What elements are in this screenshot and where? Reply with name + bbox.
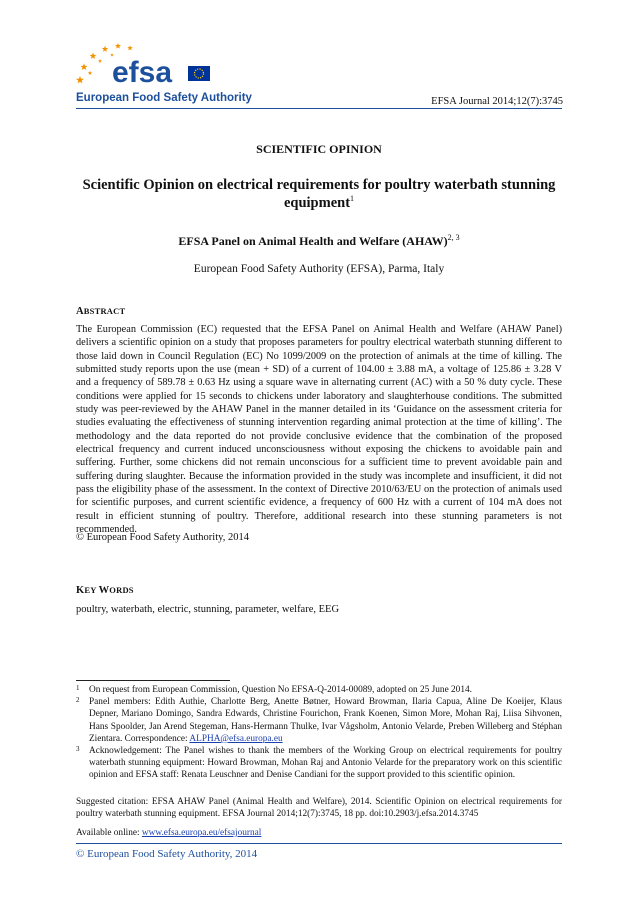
abstract-body: The European Commission (EC) requested that the EFSA Panel on Animal Health and Welfare (AHAW Panel) delivers a scientific opinion on a study that proposes parameters for poultry electrical waterbath stunning different to those laid down in Council Regulation (EC) No 1099/2009 on the protection of animals at the time of killing. The submitted study reports upon the use (mean + SD) of a current of 104.00 ± 3.88 mA, a voltage of 125.86 ± 3.28 V and a frequency of 589.78 ± 0.63 Hz using a square wave in alternating current (AC) with a 50 % duty cycle. These conditions were applied for 15 seconds to chickens under laboratory and slaughterhouse conditions. The submitted study was peer-reviewed by the AHAW Panel in the manner detailed in its ‘Guidance on the assessment criteria for studies evaluating the effectiveness of stunning intervention regarding animal protection at the time of killing’. The methodology and the data reported do not provide conclusive evidence that the combination of the proposed electrical frequency and current induced unconsciousness without exposing the chickens to avoidable pain and suffering. Further, some chickens did not remain unconscious for a sufficient time to prevent avoidable pain and suffering during slaughter. Because the information provided in the study was incomplete and insufficient, it did not pass the eligibility phase of the assessment. In the context of Directive 2010/63/EU on the protection of animals used for scientific purposes, and current scientific evidence, a frequency of 600 Hz with a current of 104 mA does not result in efficient stunning of poultry. Therefore, additional research into these stunning parameters is not recommended. xyxy=(76,324,562,536)
document-title xyxy=(76,176,562,212)
authority-affiliation: European Food Safety Authority (EFSA), Parma, Italy xyxy=(193,263,445,275)
header-divider xyxy=(76,108,562,109)
abstract-heading-rest: BSTRACT xyxy=(83,306,126,316)
panel-name xyxy=(76,234,562,249)
logo-subtitle: European Food Safety Authority xyxy=(76,92,252,104)
footnote-number: 3 xyxy=(76,745,80,754)
abstract-copyright: © European Food Safety Authority, 2014 xyxy=(76,532,249,543)
keywords-heading-ey: EY xyxy=(84,585,99,595)
panel-text: EFSA Panel on Animal Health and Welfare (AHAW) xyxy=(178,234,448,248)
footnote-number: 1 xyxy=(76,684,80,692)
available-label: Available online: xyxy=(76,828,142,838)
available-online xyxy=(76,828,261,838)
correspondence-email-link[interactable]: ALPHA@efsa.europa.eu xyxy=(189,733,283,744)
footnote-1 xyxy=(76,684,562,696)
title-footnote-marker: 1 xyxy=(350,194,355,204)
footnote-text: On request from European Commission, Question No EFSA-Q-2014-00089, adopted on 25 June 2014. xyxy=(89,685,472,695)
footnote-text: Panel members: Edith Authie, Charlotte Berg, Anette Bøtner, Howard Browman, Ilaria Capua, Aline De Koeijer, Klaus Depner, Mariano Domingo, Sandra Edwards, Christine Fourichon, Frank Koenen, Simon More, Mohan Raj, Liisa Sihvonen, Hans Spoolder, Jan Arend Stegeman, Hans-Hermann Thulke, Ivar Vågsholm, Antonio Velarde, Preben Willeberg and Stéphan Zientara. Correspondence: xyxy=(89,697,562,744)
keywords-list: poultry, waterbath, electric, stunning, parameter, welfare, EEG xyxy=(76,604,340,615)
logo-wordmark: efsa xyxy=(112,56,173,89)
footnote-number: 2 xyxy=(76,696,80,705)
footnote-2 xyxy=(76,696,562,745)
footnote-text: Acknowledgement: The Panel wishes to thank the members of the Working Group on electrical requirements for poultry waterbath stunning equipment: Howard Browman, Mohan Raj and Antonio Velarde for the preparatory work on this scientific opinion and EFSA staff: Renata Leuschner and Denise Candiani for the support provided to this scientific opinion. xyxy=(89,746,562,781)
journal-url-link[interactable]: www.efsa.europa.eu/efsajournal xyxy=(141,828,262,838)
keywords-heading-w: W xyxy=(98,585,110,596)
footnote-separator xyxy=(76,680,230,681)
footnotes xyxy=(76,684,562,782)
journal-reference: EFSA Journal 2014;12(7):3745 xyxy=(431,96,563,107)
footnote-3 xyxy=(76,745,562,782)
keywords-heading-k: K xyxy=(76,585,85,596)
abstract-heading-initial: A xyxy=(76,306,84,317)
panel-footnote-marker: 2, 3 xyxy=(447,233,460,242)
keywords-heading xyxy=(76,585,134,596)
abstract-heading xyxy=(76,306,125,317)
suggested-citation: Suggested citation: EFSA AHAW Panel (Animal Health and Welfare), 2014. Scientific Opinion on electrical requirements for poultry waterbath stunning equipment. EFSA Journal 2014;12(7):3745, 18 pp. doi:10.2903/j.efsa.2014.3745 xyxy=(76,797,562,820)
footer-divider xyxy=(76,843,562,844)
title-text: Scientific Opinion on electrical requirements for poultry waterbath stunning equipment xyxy=(82,177,556,211)
opinion-type: SCIENTIFIC OPINION xyxy=(256,142,382,156)
keywords-heading-ords: ORDS xyxy=(109,585,134,595)
eu-flag-icon xyxy=(188,66,210,81)
footer-copyright: © European Food Safety Authority, 2014 xyxy=(76,848,258,860)
